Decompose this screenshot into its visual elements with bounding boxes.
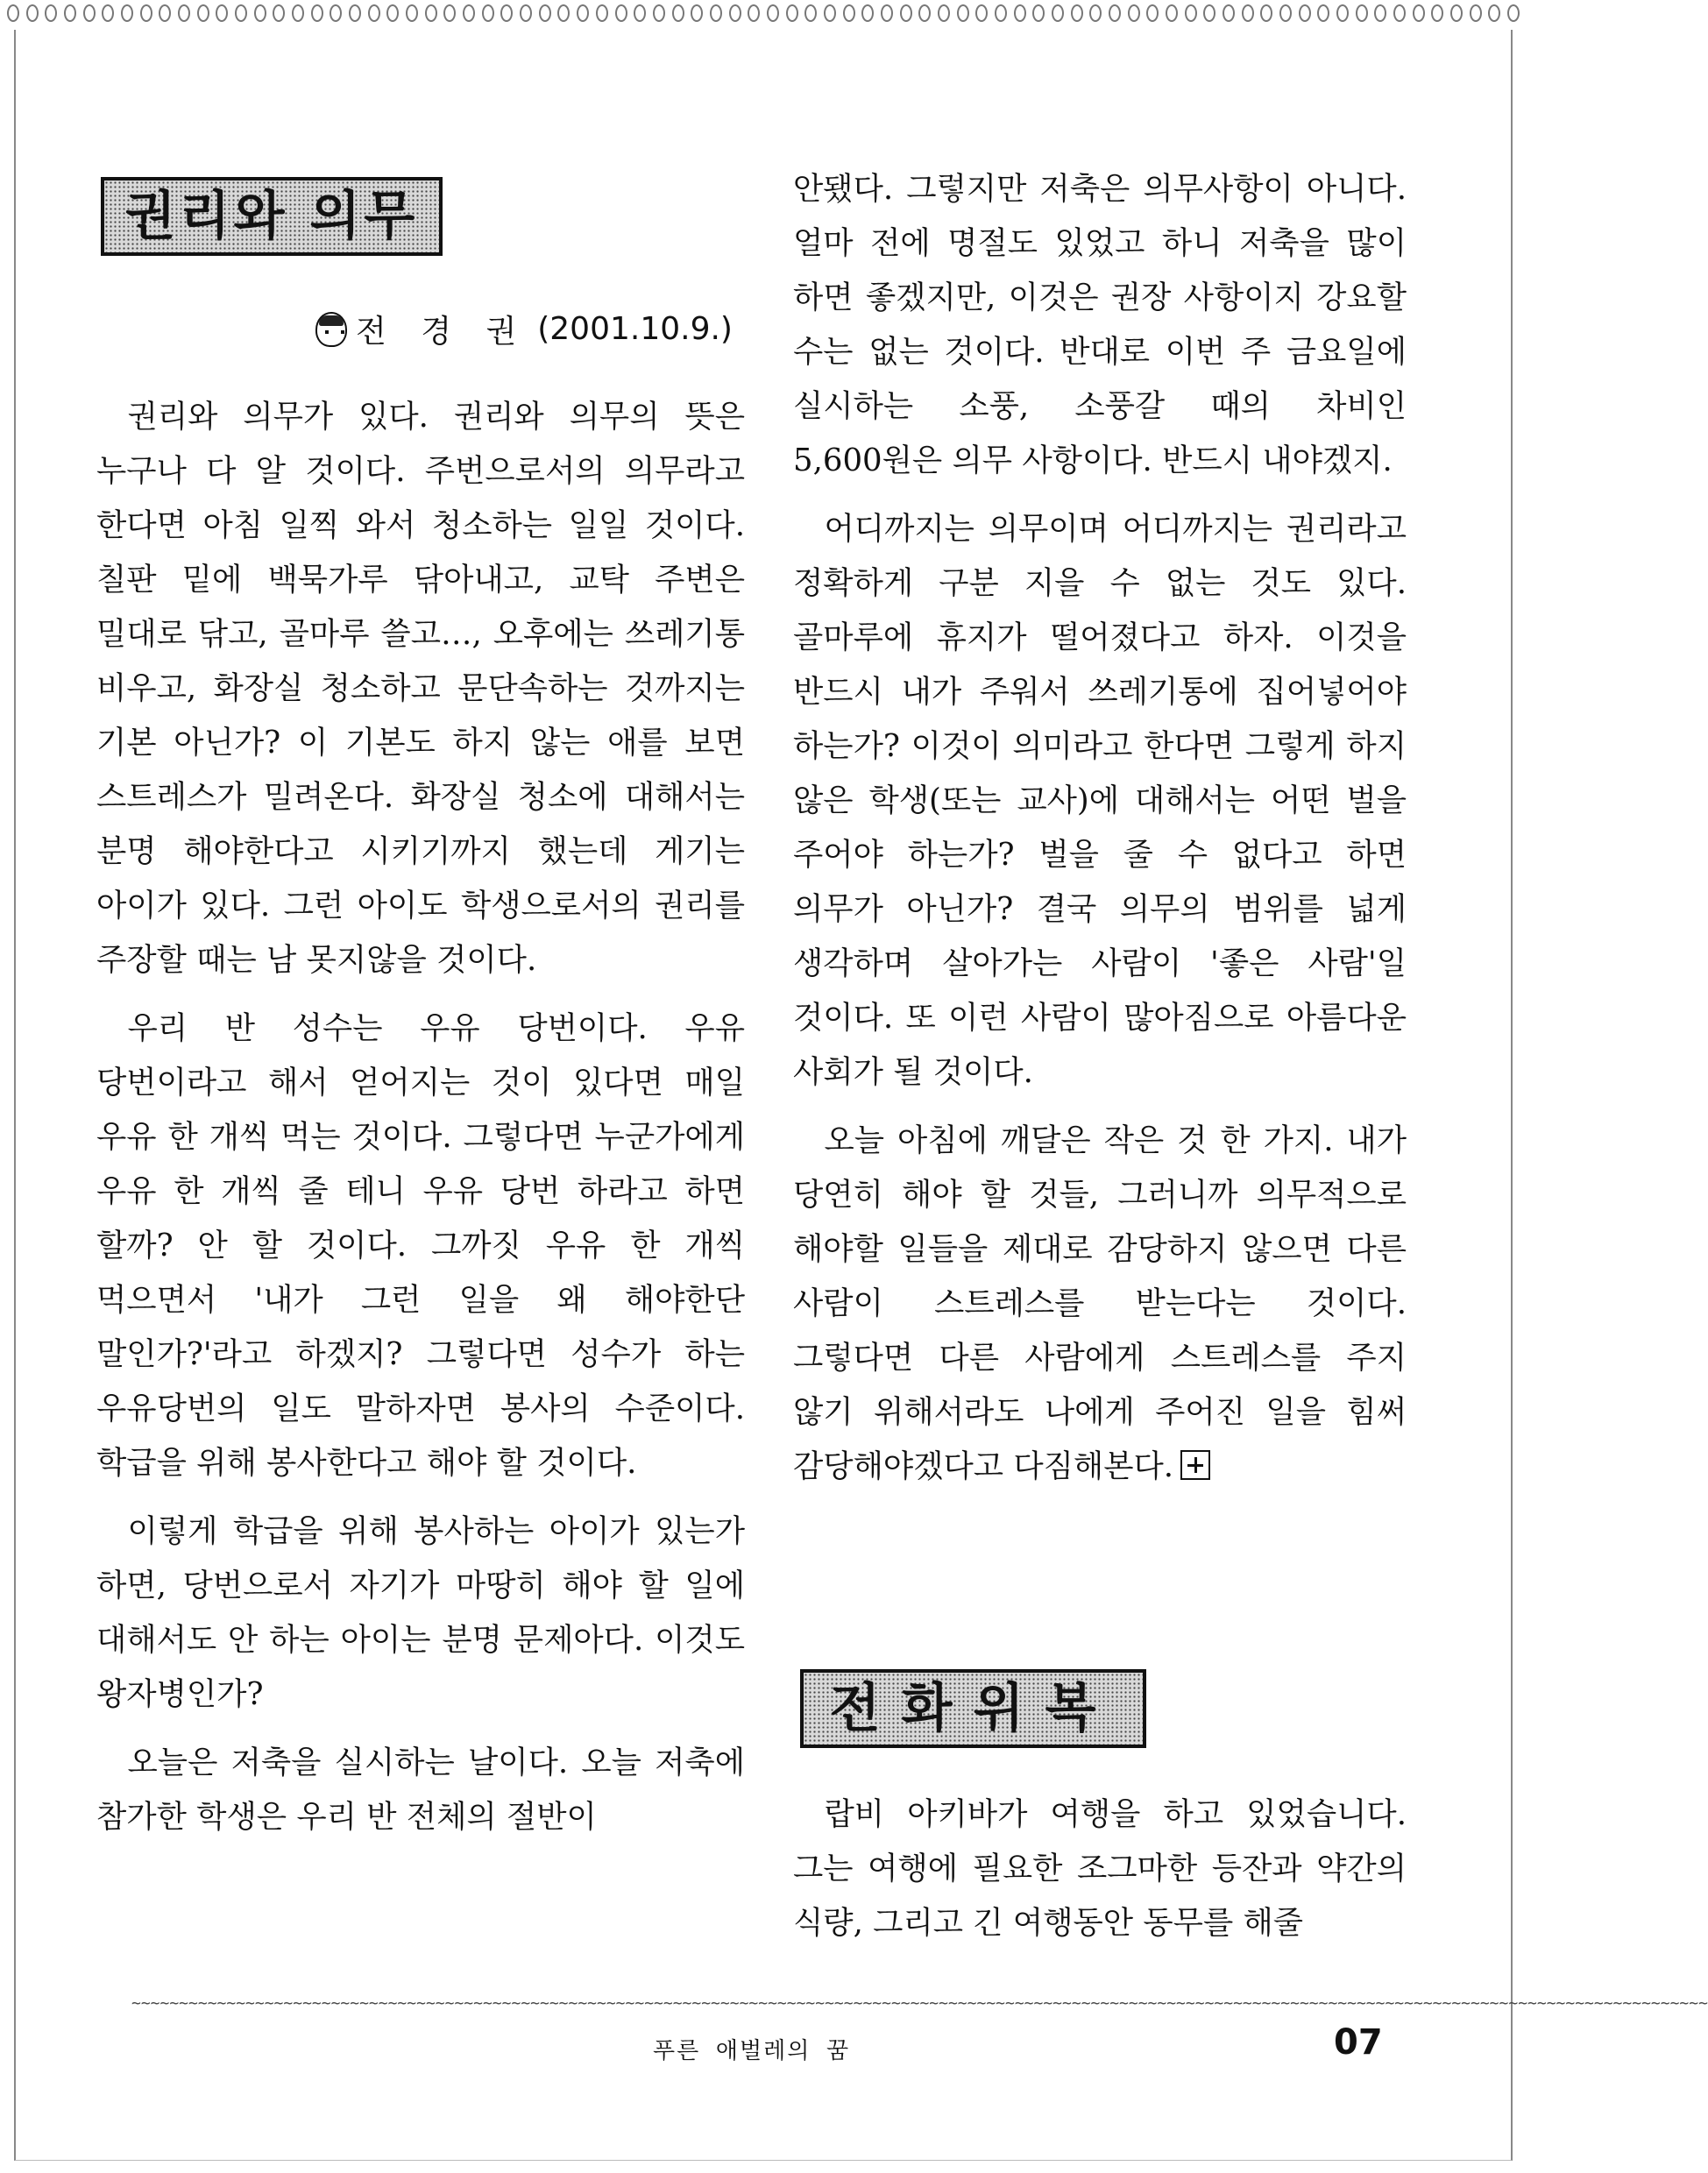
footer-magazine-title: 푸른 애벌레의 꿈 [653,2038,851,2064]
article-paragraph: 어디까지는 의무이며 어디까지는 권리라고 정확하게 구분 지을 수 없는 것도 있다. 골마루에 휴지가 떨어졌다고 하자. 이것을 반드시 내가 주워서 쓰레기통에 집어넣어야 하는가? 이것이 의미라고 한다면 그렇게 하지 않은 학생(또는 교사)에 대해서는 어떤 벌을 주어야 하는가? 벌을 줄 수 없다고 하면 의무가 아닌가? 결국 의무의 범위를 넓게 생각하며 살아가는 사람이 '좋은 사람'일 것이다. 또 이런 사람이 많아짐으로 아름다운 사회가 될 것이다. [793,511,1407,1090]
page-number: 07 [1334,2022,1383,2063]
article-paragraph-final [793,1114,1407,1494]
article-title: 권리와 의무 [101,177,443,256]
article-paragraph: 우리 반 성수는 우유 당번이다. 우유 당번이라고 해서 얻어지는 것이 있다면 매일 우유 한 개씩 먹는 것이다. 그렇다면 누군가에게 우유 한 개씩 줄 테니 우유 당번 하라고 하면 할까? 안 할 것이다. 그까짓 우유 한 개씩 먹으면서 '내가 그런 일을 왜 해야한단 말인가?'라고 하겠지? 그렇다면 성수가 하는 우유당번의 일도 말하자면 봉사의 수준이다. 학급을 위해 봉사한다고 해야 할 것이다. [96,1010,745,1481]
end-mark-icon [1180,1450,1210,1480]
left-column [96,390,745,1844]
byline [315,307,733,351]
article-paragraph: 이렇게 학급을 위해 봉사하는 아이가 있는가 하면, 당번으로서 자기가 마땅히 해야 할 일에 대해서도 안 하는 아이는 분명 문제아다. 이것도 왕자병인가? [96,1513,745,1712]
story-column [793,1787,1407,1950]
article-paragraph: 권리와 의무가 있다. 권리와 의무의 뜻은 누구나 다 알 것이다. 주번으로서의 의무라고 한다면 아침 일찍 와서 청소하는 일일 것이다. 칠판 밑에 백묵가루 닦아내고, 교탁 주변은 밀대로 닦고, 골마루 쓸고…, 오후에는 쓰레기통 비우고, 화장실 청소하고 문단속하는 것까지는 기본 아닌가? 이 기본도 하지 않는 애를 보면 스트레스가 밀려온다. 화장실 청소에 대해서는 분명 해야한다고 시키기까지 했는데 게기는 아이가 있다. 그런 아이도 학생으로서의 권리를 주장할 때는 남 못지않을 것이다. [96,399,745,978]
footer-wave-divider: ~~~~~~~~~~~~~~~~~~~~~~~~~~~~~~~~~~~~~~~~~~~~~~~~~~~~~~~~~~~~~~~~~~~~~~~~~~~~~~~~~~~~~~~~~~~~~~~~~~~~~~~~~~~~~~~~~~~~~~~~~~~~~~~~~~~~~~~~~~~~~~~~~~~~~~~~~~~~~~~~~~~~~~ [131,1994,1708,2013]
article-final-text: 오늘 아침에 깨달은 작은 것 한 가지. 내가 당연히 해야 할 것들, 그러니까 의무적으로 해야할 일들을 제대로 감당하지 않으면 다른 사람이 스트레스를 받는다는 것이다. 그렇다면 다른 사람에게 스트레스를 주지 않기 위해서라도 나에게 주어진 일을 힘써 감당해야겠다고 다짐해본다. [793,1122,1407,1484]
binding-rings [0,0,1527,26]
byline-author: 전 경 권 [356,314,529,350]
story-paragraph: 랍비 아키바가 여행을 하고 있었습니다. 그는 여행에 필요한 조그마한 등잔과 약간의 식량, 그리고 긴 여행동안 동무를 해줄 [793,1796,1407,1941]
article-paragraph: 안됐다. 그렇지만 저축은 의무사항이 아니다. 얼마 전에 명절도 있었고 하니 저축을 많이 하면 좋겠지만, 이것은 권장 사항이지 강요할 수는 없는 것이다. 반대로 이번 주 금요일에 실시하는 소풍, 소풍갈 때의 차비인 5,600원은 의무 사항이다. 반드시 내야겠지. [793,171,1407,478]
article-paragraph: 오늘은 저축을 실시하는 날이다. 오늘 저축에 참가한 학생은 우리 반 전체의 절반이 [96,1745,745,1835]
right-column [793,162,1407,1494]
byline-date: (2001.10.9.) [537,311,733,347]
story-title: 전화위복 [800,1669,1146,1748]
author-face-icon [315,312,347,347]
